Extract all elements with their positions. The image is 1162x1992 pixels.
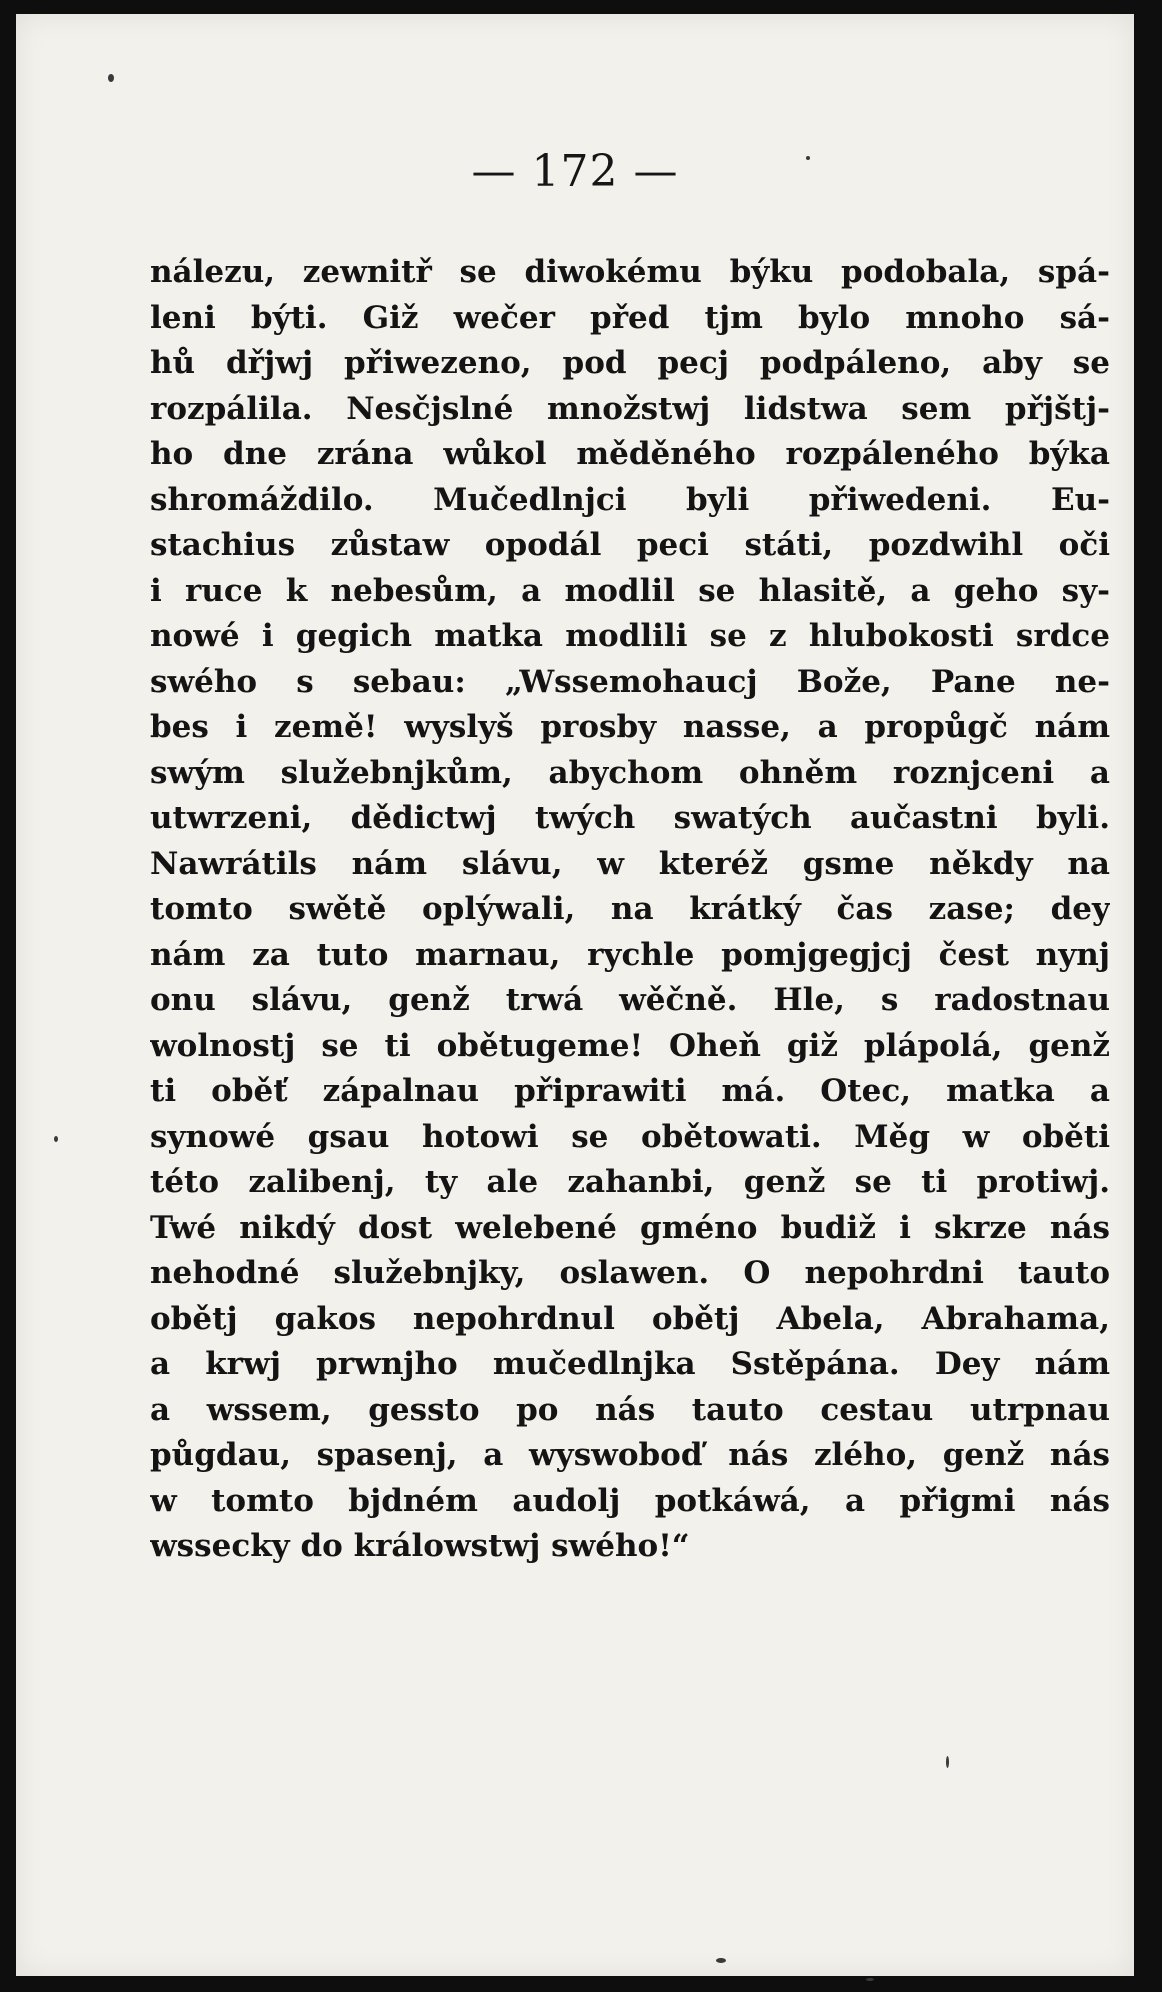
text-line: swým služebnjkům, abychom ohněm roznjceni a xyxy=(150,754,1110,791)
scan-speck xyxy=(866,1978,874,1981)
text-line: obětj gakos nepohrdnul obětj Abela, Abrahama, xyxy=(150,1300,1110,1337)
scan-speck xyxy=(806,156,810,160)
text-line: swého s sebau: „Wssemohaucj Bože, Pane ne- xyxy=(150,663,1110,700)
text-line: shromáždilo. Mučedlnjci byli přiwedeni. Eu- xyxy=(150,481,1110,518)
text-line: Twé nikdý dost welebené gméno budiž i skrze nás xyxy=(150,1209,1110,1246)
text-line: a krwj prwnjho mučedlnjka Sstěpána. Dey nám xyxy=(150,1346,1110,1382)
text-line: i ruce k nebesům, a modlil se hlasitě, a geho sy- xyxy=(150,572,1110,609)
text-line: onu slávu, genž trwá wěčně. Hle, s radostnau xyxy=(150,982,1110,1018)
body-text xyxy=(150,250,1110,1570)
text-line: wssecky do králowstwj swého!“ xyxy=(150,1528,690,1564)
scan-speck xyxy=(716,1958,726,1963)
page-number: — 172 — xyxy=(471,146,679,197)
text-line: stachius zůstaw opodál peci státi, pozdwihl oči xyxy=(150,527,1110,563)
text-line: nálezu, zewnitř se diwokému býku podobala, spá- xyxy=(150,254,1110,290)
text-line: hů dřjwj přiwezeno, pod pecj podpáleno, aby se xyxy=(150,345,1110,381)
text-line: nehodné služebnjky, oslawen. O nepohrdni tauto xyxy=(150,1255,1110,1291)
book-page xyxy=(16,14,1134,1976)
text-line: této zalibenj, ty ale zahanbi, genž se ti protiwj. xyxy=(150,1164,1110,1200)
scan-speck xyxy=(946,1756,949,1768)
text-line: ti oběť zápalnau připrawiti má. Otec, matka a xyxy=(150,1073,1110,1109)
text-line: Nawrátils nám slávu, w kteréž gsme někdy na xyxy=(150,845,1110,882)
text-line: půgdau, spasenj, a wyswoboď nás zlého, genž nás xyxy=(150,1437,1110,1473)
scan-speck xyxy=(54,1136,58,1142)
text-line: ho dne zrána wůkol měděného rozpáleného býka xyxy=(150,436,1110,472)
text-line: nám za tuto marnau, rychle pomjgegjcj čest nynj xyxy=(150,936,1110,973)
text-line: synowé gsau hotowi se obětowati. Měg w oběti xyxy=(150,1118,1110,1155)
text-line: leni býti. Giž wečer před tjm bylo mnoho sá- xyxy=(150,299,1110,336)
text-line: nowé i gegich matka modlili se z hlubokosti srdce xyxy=(150,618,1110,654)
text-line: tomto swětě oplýwali, na krátký čas zase; dey xyxy=(150,891,1110,927)
text-line: wolnostj se ti obětugeme! Oheň giž plápolá, genž xyxy=(150,1027,1110,1064)
text-line: a wssem, gessto po nás tauto cestau utrpnau xyxy=(150,1391,1110,1428)
text-line: w tomto bjdném audolj potkáwá, a přigmi nás xyxy=(150,1482,1110,1519)
scan-speck xyxy=(108,74,114,82)
text-line: rozpálila. Nesčjslné množstwj lidstwa sem přjštj- xyxy=(150,390,1110,427)
text-line: bes i země! wyslyš prosby nasse, a propůgč nám xyxy=(150,709,1110,745)
text-line: utwrzeni, dědictwj twých swatých aučastni byli. xyxy=(150,800,1110,836)
